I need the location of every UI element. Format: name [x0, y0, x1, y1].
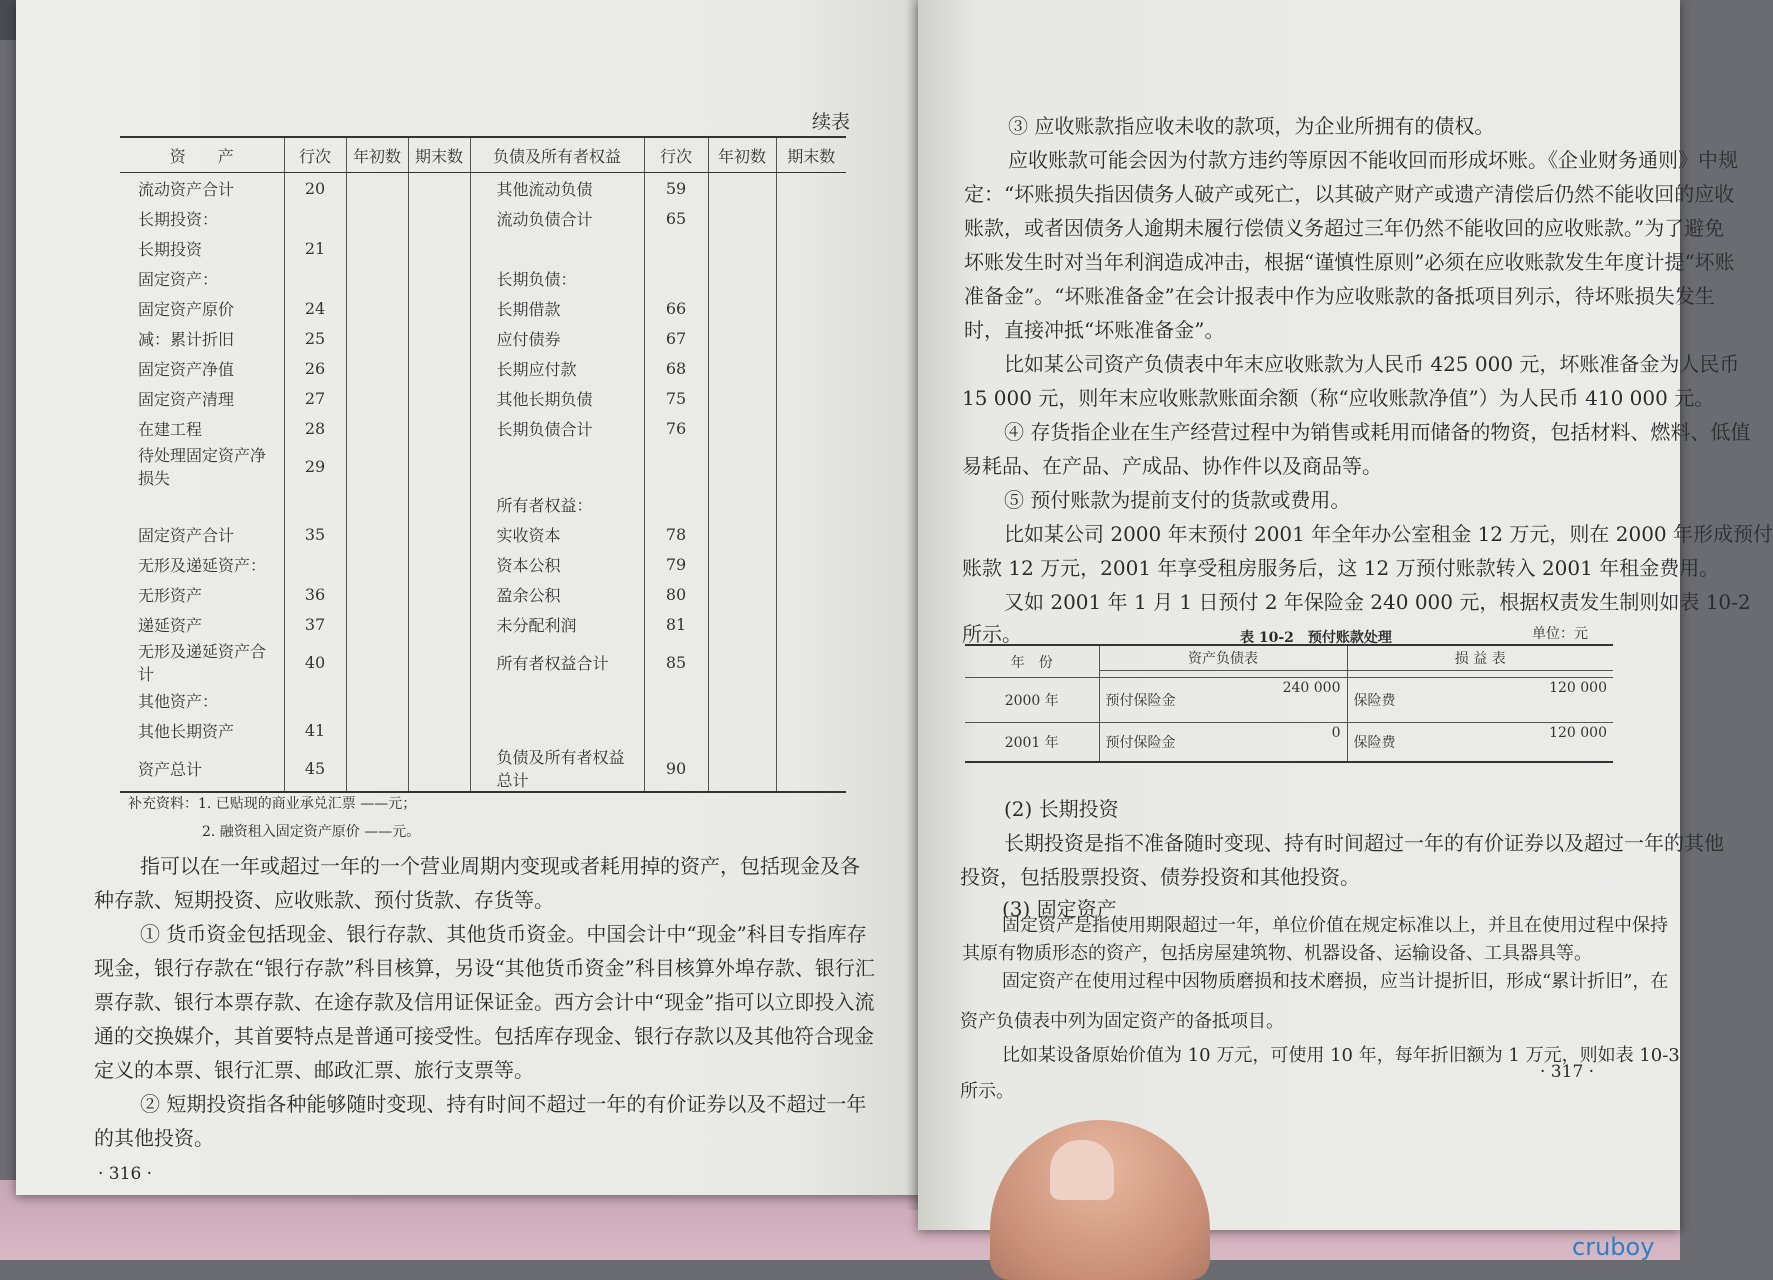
line-no-cell: [284, 263, 346, 293]
table-row: [965, 723, 1613, 763]
end-value-cell: [776, 413, 846, 443]
asset-cell: [120, 489, 284, 519]
liability-cell: 盈余公积: [470, 579, 644, 609]
begin-value-cell: [346, 383, 408, 413]
table-row: [120, 263, 846, 293]
year-cell: 2000 年: [965, 678, 1099, 723]
begin-value-cell: [346, 203, 408, 233]
begin-value-cell: [708, 263, 776, 293]
begin-value-cell: [708, 233, 776, 263]
line-no-cell: 45: [284, 745, 346, 792]
end-value-cell: [408, 443, 470, 489]
line-no-cell: 75: [644, 383, 708, 413]
thumb-nail: [1050, 1140, 1114, 1200]
line-no-cell: 59: [644, 173, 708, 204]
paragraph-line: 指可以在一年或超过一年的一个营业周期内变现或者耗用掉的资产，包括现金及各: [140, 854, 860, 878]
paragraph-line: ③ 应收账款指应收未收的款项，为企业所拥有的债权。: [1008, 114, 1495, 138]
prepaid-table: [965, 644, 1613, 763]
begin-value-cell: [708, 293, 776, 323]
begin-value-cell: [708, 579, 776, 609]
begin-value-cell: [346, 443, 408, 489]
end-value-cell: [408, 489, 470, 519]
line-no-cell: [644, 233, 708, 263]
table-row: [120, 519, 846, 549]
end-value-cell: [776, 233, 846, 263]
liability-cell: 其他流动负债: [470, 173, 644, 204]
end-value-cell: [776, 609, 846, 639]
liability-cell: 其他长期负债: [470, 383, 644, 413]
table-row: [120, 443, 846, 489]
line-no-cell: 25: [284, 323, 346, 353]
line-no-cell: [644, 685, 708, 715]
end-value-cell: [408, 353, 470, 383]
header-cell: 期末数: [408, 137, 470, 173]
asset-cell: 其他长期资产: [120, 715, 284, 745]
end-value-cell: [408, 413, 470, 443]
asset-cell: 待处理固定资产净损失: [120, 443, 284, 489]
end-value-cell: [776, 293, 846, 323]
line-no-cell: 78: [644, 519, 708, 549]
asset-cell: 长期投资: [120, 233, 284, 263]
begin-value-cell: [346, 745, 408, 792]
asset-cell: 其他资产：: [120, 685, 284, 715]
begin-value-cell: [708, 323, 776, 353]
end-value-cell: [776, 579, 846, 609]
balance-label: 预付保险金: [1099, 678, 1223, 723]
line-no-cell: 36: [284, 579, 346, 609]
paragraph-line: 定义的本票、银行汇票、邮政汇票、旅行支票等。: [94, 1058, 534, 1082]
begin-value-cell: [708, 639, 776, 685]
continued-label: 续表: [812, 111, 851, 133]
asset-cell: 流动资产合计: [120, 173, 284, 204]
begin-value-cell: [708, 383, 776, 413]
paragraph-line: 固定资产在使用过程中因物质磨损和技术磨损，应当计提折旧，形成“累计折旧”，在: [1002, 971, 1669, 992]
line-no-cell: 37: [284, 609, 346, 639]
end-value-cell: [776, 685, 846, 715]
liability-cell: 所有者权益合计: [470, 639, 644, 685]
begin-value-cell: [346, 233, 408, 263]
line-no-cell: [284, 489, 346, 519]
header-cell: 行次: [284, 137, 346, 173]
income-value: 120 000: [1479, 723, 1613, 763]
begin-value-cell: [346, 639, 408, 685]
asset-cell: 无形及递延资产合计: [120, 639, 284, 685]
header-cell: 年初数: [708, 137, 776, 173]
end-value-cell: [408, 323, 470, 353]
line-no-cell: 90: [644, 745, 708, 792]
line-no-cell: 85: [644, 639, 708, 685]
asset-cell: 固定资产清理: [120, 383, 284, 413]
line-no-cell: 66: [644, 293, 708, 323]
header-cell: 行次: [644, 137, 708, 173]
end-value-cell: [408, 549, 470, 579]
balance-value: 0: [1223, 723, 1347, 763]
end-value-cell: [776, 263, 846, 293]
liability-cell: [470, 233, 644, 263]
paragraph-line: 所示。: [960, 1081, 1014, 1102]
begin-value-cell: [708, 685, 776, 715]
begin-value-cell: [346, 519, 408, 549]
balance-label: 预付保险金: [1099, 723, 1223, 763]
paragraph-line: 固定资产是指使用期限超过一年，单位价值在规定标准以上，并且在使用过程中保持: [1002, 915, 1668, 936]
header-cell: 资产负债表: [1099, 645, 1347, 671]
line-no-cell: 76: [644, 413, 708, 443]
income-label: 保险费: [1347, 678, 1479, 723]
end-value-cell: [408, 263, 470, 293]
line-no-cell: [284, 549, 346, 579]
table-row: [120, 489, 846, 519]
end-value-cell: [776, 353, 846, 383]
table-header-row: [965, 645, 1613, 671]
supplement-note-1: 补充资料：1. 已贴现的商业承兑汇票 ——元；: [128, 796, 417, 812]
asset-cell: 在建工程: [120, 413, 284, 443]
line-no-cell: 35: [284, 519, 346, 549]
end-value-cell: [776, 203, 846, 233]
table-row: [120, 323, 846, 353]
end-value-cell: [776, 715, 846, 745]
liability-cell: 长期应付款: [470, 353, 644, 383]
end-value-cell: [776, 173, 846, 204]
paragraph-line: ④ 存货指企业在生产经营过程中为销售或耗用而储备的物资，包括材料、燃料、低值: [1004, 420, 1751, 444]
asset-cell: 固定资产净值: [120, 353, 284, 383]
watermark: cruboy: [1572, 1233, 1655, 1261]
asset-cell: 长期投资：: [120, 203, 284, 233]
paragraph-line: 资产负债表中列为固定资产的备抵项目。: [960, 1011, 1284, 1032]
end-value-cell: [408, 173, 470, 204]
liability-cell: 实收资本: [470, 519, 644, 549]
end-value-cell: [776, 383, 846, 413]
begin-value-cell: [708, 173, 776, 204]
line-no-cell: 67: [644, 323, 708, 353]
paragraph-line: ① 货币资金包括现金、银行存款、其他货币资金。中国会计中“现金”科目专指库存: [140, 922, 867, 946]
line-no-cell: 81: [644, 609, 708, 639]
line-no-cell: 68: [644, 353, 708, 383]
line-no-cell: 24: [284, 293, 346, 323]
line-no-cell: [644, 489, 708, 519]
line-no-cell: 80: [644, 579, 708, 609]
line-no-cell: 29: [284, 443, 346, 489]
header-cell: 损 益 表: [1347, 645, 1613, 671]
supplement-note-2: 2. 融资租入固定资产原价 ——元。: [202, 824, 421, 840]
begin-value-cell: [346, 715, 408, 745]
page-number: · 317 ·: [1540, 1062, 1595, 1082]
line-no-cell: 28: [284, 413, 346, 443]
asset-cell: 固定资产：: [120, 263, 284, 293]
paragraph-line: 账款 12 万元，2001 年享受租房服务后，这 12 万预付账款转入 2001 年租金费用。: [962, 556, 1720, 580]
begin-value-cell: [346, 489, 408, 519]
asset-cell: 递延资产: [120, 609, 284, 639]
table-row: [120, 413, 846, 443]
begin-value-cell: [346, 323, 408, 353]
end-value-cell: [408, 715, 470, 745]
begin-value-cell: [708, 203, 776, 233]
paragraph-line: 的其他投资。: [94, 1126, 214, 1150]
paragraph-line: 投资，包括股票投资、债券投资和其他投资。: [960, 865, 1360, 889]
table-row: [965, 678, 1613, 723]
begin-value-cell: [708, 443, 776, 489]
end-value-cell: [776, 639, 846, 685]
liability-cell: 负债及所有者权益总计: [470, 745, 644, 792]
asset-cell: 固定资产原价: [120, 293, 284, 323]
end-value-cell: [408, 293, 470, 323]
liability-cell: 所有者权益：: [470, 489, 644, 519]
end-value-cell: [408, 383, 470, 413]
header-cell: 年 份: [965, 645, 1099, 678]
table-row: [120, 579, 846, 609]
asset-cell: 无形及递延资产：: [120, 549, 284, 579]
liability-cell: 资本公积: [470, 549, 644, 579]
begin-value-cell: [708, 609, 776, 639]
begin-value-cell: [346, 579, 408, 609]
paragraph-line: 比如某设备原始价值为 10 万元，可使用 10 年，每年折旧额为 1 万元，则如表 10-3: [1002, 1045, 1680, 1066]
paragraph-line: 又如 2001 年 1 月 1 日预付 2 年保险金 240 000 元，根据权责发生制则如表 10-2: [1004, 590, 1751, 614]
header-cell: 资 产: [120, 137, 284, 173]
liability-cell: 未分配利润: [470, 609, 644, 639]
line-no-cell: 40: [284, 639, 346, 685]
paragraph-line: 定：“坏账损失指因债务人破产或死亡，以其破产财产或遗产清偿后仍然不能收回的应收: [964, 182, 1735, 206]
asset-cell: 固定资产合计: [120, 519, 284, 549]
header-cell: 期末数: [776, 137, 846, 173]
liability-cell: 流动负债合计: [470, 203, 644, 233]
paragraph-line: 种存款、短期投资、应收账款、预付货款、存货等。: [94, 888, 554, 912]
page-number: · 316 ·: [98, 1164, 153, 1184]
liability-cell: [470, 443, 644, 489]
income-value: 120 000: [1479, 678, 1613, 723]
liability-cell: 长期负债：: [470, 263, 644, 293]
paragraph-line: 通的交换媒介，其首要特点是普通可接受性。包括库存现金、银行存款以及其他符合现金: [94, 1024, 874, 1048]
end-value-cell: [776, 323, 846, 353]
table-row: [120, 203, 846, 233]
begin-value-cell: [346, 173, 408, 204]
paragraph-line: ② 短期投资指各种能够随时变现、持有时间不超过一年的有价证券以及不超过一年: [140, 1092, 867, 1116]
table-row: [120, 639, 846, 685]
begin-value-cell: [708, 413, 776, 443]
paragraph-line: ⑤ 预付账款为提前支付的货款或费用。: [1004, 488, 1351, 512]
line-no-cell: 27: [284, 383, 346, 413]
table-header-row: [120, 137, 846, 173]
balance-sheet-table: [120, 136, 846, 793]
begin-value-cell: [708, 519, 776, 549]
line-no-cell: [644, 443, 708, 489]
table-row: [120, 383, 846, 413]
end-value-cell: [408, 579, 470, 609]
begin-value-cell: [708, 489, 776, 519]
paragraph-line: 其原有物质形态的资产，包括房屋建筑物、机器设备、运输设备、工具器具等。: [962, 943, 1592, 964]
paragraph-line: 票存款、银行本票存款、在途存款及信用证保证金。西方会计中“现金”指可以立即投入流: [94, 990, 875, 1014]
income-label: 保险费: [1347, 723, 1479, 763]
end-value-cell: [408, 203, 470, 233]
table-title: 表 10-2 预付账款处理: [1240, 630, 1392, 646]
liability-cell: [470, 685, 644, 715]
end-value-cell: [408, 639, 470, 685]
begin-value-cell: [346, 353, 408, 383]
paragraph-line: 时，直接冲抵“坏账准备金”。: [964, 318, 1225, 342]
section-heading: (2) 长期投资: [1004, 797, 1119, 821]
liability-cell: 应付债券: [470, 323, 644, 353]
paragraph-line: 所示。: [962, 622, 1022, 646]
begin-value-cell: [346, 549, 408, 579]
paragraph-line: 坏账发生时对当年利润造成冲击，根据“谨慎性原则”必须在应收账款发生年度计提“坏账: [964, 250, 1735, 274]
line-no-cell: [284, 203, 346, 233]
line-no-cell: 79: [644, 549, 708, 579]
liability-cell: [470, 715, 644, 745]
paragraph-line: 15 000 元，则年末应收账款账面余额（称“应收账款净值”）为人民币 410 000 元。: [962, 386, 1715, 410]
line-no-cell: 26: [284, 353, 346, 383]
end-value-cell: [408, 233, 470, 263]
end-value-cell: [776, 549, 846, 579]
asset-cell: 资产总计: [120, 745, 284, 792]
begin-value-cell: [708, 549, 776, 579]
end-value-cell: [776, 519, 846, 549]
header-cell: 年初数: [346, 137, 408, 173]
table-row: [120, 233, 846, 263]
line-no-cell: 41: [284, 715, 346, 745]
liability-cell: 长期借款: [470, 293, 644, 323]
section-heading: (3) 固定资产: [1002, 897, 1117, 921]
line-no-cell: 21: [284, 233, 346, 263]
asset-cell: 减：累计折旧: [120, 323, 284, 353]
end-value-cell: [776, 443, 846, 489]
table-row: [120, 745, 846, 792]
line-no-cell: 65: [644, 203, 708, 233]
end-value-cell: [408, 519, 470, 549]
begin-value-cell: [346, 293, 408, 323]
end-value-cell: [408, 609, 470, 639]
table-row: [120, 353, 846, 383]
paragraph-line: 应收账款可能会因为付款方违约等原因不能收回而形成坏账。《企业财务通则》中规: [1008, 148, 1738, 172]
table-row: [120, 549, 846, 579]
header-cell: 负债及所有者权益: [470, 137, 644, 173]
table-unit: 单位：元: [1532, 626, 1588, 642]
line-no-cell: 20: [284, 173, 346, 204]
begin-value-cell: [708, 745, 776, 792]
paragraph-line: 比如某公司 2000 年末预付 2001 年全年办公室租金 12 万元，则在 2000 年形成预付: [1004, 522, 1773, 546]
line-no-cell: [644, 715, 708, 745]
paragraph-line: 长期投资是指不准备随时变现、持有时间超过一年的有价证券以及超过一年的其他: [1004, 831, 1724, 855]
begin-value-cell: [708, 353, 776, 383]
year-cell: 2001 年: [965, 723, 1099, 763]
begin-value-cell: [346, 263, 408, 293]
table-row: [120, 715, 846, 745]
table-row: [120, 685, 846, 715]
begin-value-cell: [346, 609, 408, 639]
end-value-cell: [408, 685, 470, 715]
end-value-cell: [776, 745, 846, 792]
end-value-cell: [408, 745, 470, 792]
line-no-cell: [644, 263, 708, 293]
liability-cell: 长期负债合计: [470, 413, 644, 443]
paragraph-line: 准备金”。“坏账准备金”在会计报表中作为应收账款的备抵项目列示，待坏账损失发生: [964, 284, 1715, 308]
table-row: [120, 609, 846, 639]
begin-value-cell: [708, 715, 776, 745]
table-row: [120, 173, 846, 204]
begin-value-cell: [346, 685, 408, 715]
begin-value-cell: [346, 413, 408, 443]
end-value-cell: [776, 489, 846, 519]
asset-cell: 无形资产: [120, 579, 284, 609]
balance-value: 240 000: [1223, 678, 1347, 723]
paragraph-line: 比如某公司资产负债表中年末应收账款为人民币 425 000 元，坏账准备金为人民币: [1004, 352, 1740, 376]
paragraph-line: 账款，或者因债务人逾期未履行偿债义务超过三年仍然不能收回的应收账款。”为了避免: [964, 216, 1725, 240]
table-row: [120, 293, 846, 323]
paragraph-line: 易耗品、在产品、产成品、协作件以及商品等。: [962, 454, 1382, 478]
paragraph-line: 现金，银行存款在“银行存款”科目核算，另设“其他货币资金”科目核算外埠存款、银行汇: [94, 956, 875, 980]
line-no-cell: [284, 685, 346, 715]
